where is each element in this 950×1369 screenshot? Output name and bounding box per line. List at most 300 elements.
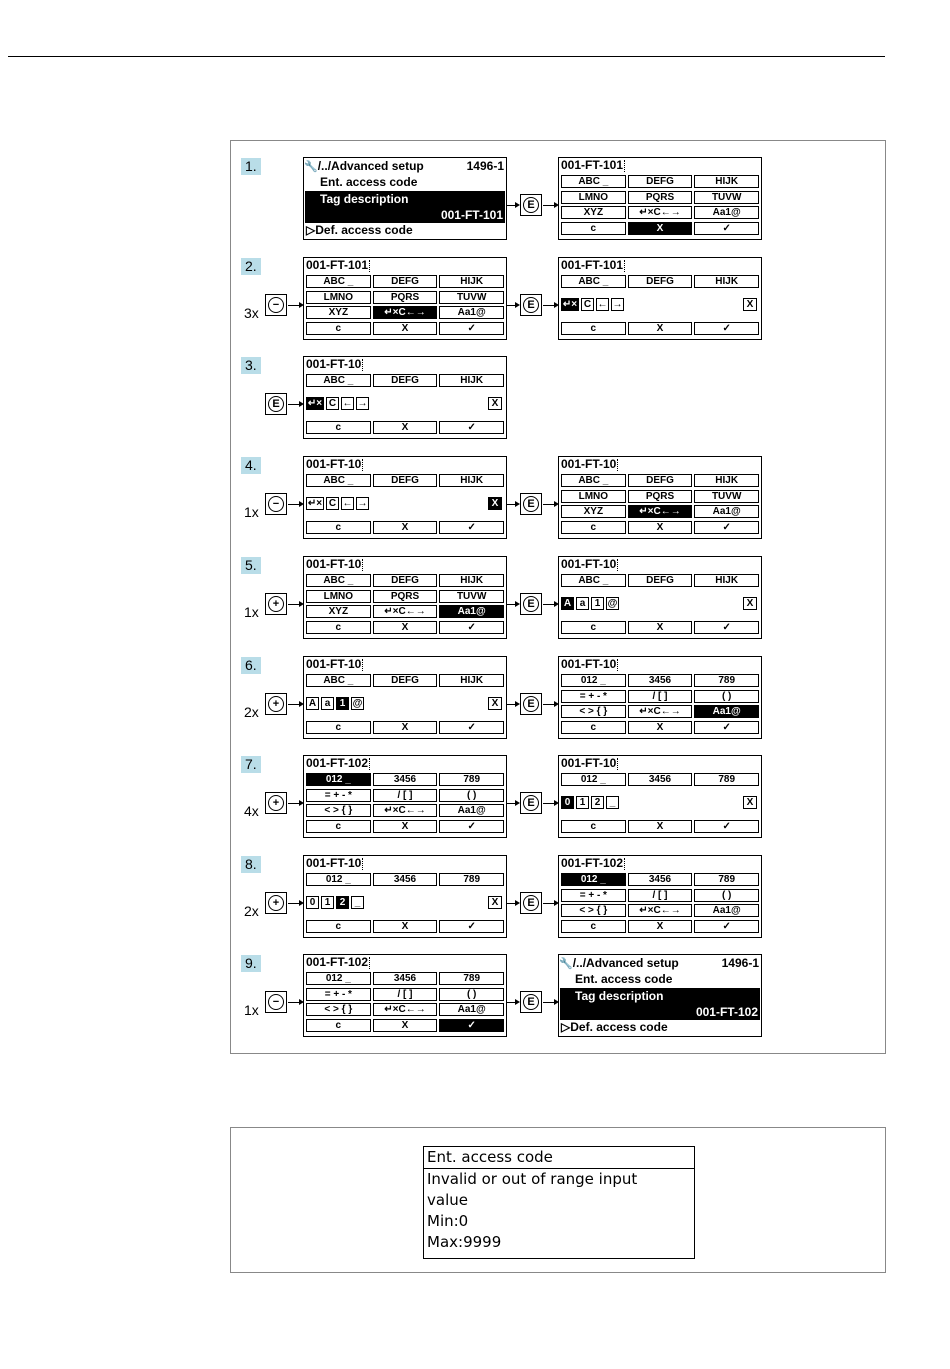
keypad-key[interactable]: HIJK [439, 574, 504, 587]
plus-icon: + [268, 795, 284, 811]
keypad-key[interactable]: ✓ [439, 820, 504, 833]
keypad-key[interactable]: X [628, 222, 693, 235]
keypad-key[interactable]: LMNO [561, 490, 626, 503]
edit-char[interactable]: C [581, 298, 594, 311]
edit-char[interactable]: 0 [306, 896, 319, 909]
keypad-key[interactable]: X [373, 322, 438, 335]
keypad-row [304, 521, 506, 534]
step-number: 2. [241, 258, 261, 275]
keypad-key[interactable]: 3456 [628, 773, 693, 786]
keypad-key[interactable]: Aa1@ [439, 1003, 504, 1016]
keypad-key[interactable]: X [628, 521, 693, 534]
keypad-key[interactable]: TUVW [694, 490, 759, 503]
minus-icon: − [268, 297, 284, 313]
plus-key[interactable] [265, 792, 287, 814]
keypad-key[interactable]: ( ) [439, 789, 504, 802]
keypad-key[interactable]: 3456 [373, 873, 438, 886]
text-cursor [624, 260, 625, 272]
keypad-key[interactable]: = + - * [306, 789, 371, 802]
cancel-box[interactable]: X [488, 697, 502, 710]
keypad-key[interactable]: c [306, 621, 371, 634]
screen-title: 001-FT-10 [561, 557, 617, 571]
menu-item-selected[interactable] [305, 191, 505, 223]
keypad-key[interactable]: X [373, 621, 438, 634]
edit-char[interactable]: @ [607, 598, 618, 609]
text-cursor [362, 359, 363, 371]
keypad-row [304, 306, 506, 319]
edit-char[interactable]: ↵× [307, 398, 323, 409]
menu-item-label: Tag description [575, 989, 664, 1003]
text-cursor [362, 459, 363, 471]
keypad-key[interactable]: ABC _ [306, 474, 371, 487]
keypad-key[interactable]: 789 [694, 674, 759, 687]
keypad-row [559, 820, 761, 833]
keypad-key[interactable]: ✓ [439, 621, 504, 634]
top-rule [8, 56, 885, 57]
keypad-row [304, 773, 506, 786]
enter-key[interactable] [520, 991, 542, 1013]
screen-title: 001-FT-101 [561, 158, 624, 172]
keypad-key[interactable]: ↵×C←→ [373, 306, 438, 319]
menu-item[interactable]: Ent. access code [575, 972, 673, 986]
keypad-key[interactable]: LMNO [306, 291, 371, 304]
keypad-row [304, 590, 506, 603]
keypad-key[interactable]: X [373, 1019, 438, 1032]
keypad-key[interactable]: ABC _ [306, 374, 371, 387]
display-screen [303, 356, 507, 439]
error-message-display [423, 1146, 695, 1259]
keypad-row [559, 721, 761, 734]
edit-char[interactable]: ↵× [307, 498, 323, 509]
plus-icon: + [268, 596, 284, 612]
keypad-key[interactable]: 012 _ [561, 873, 626, 886]
keypad-row [304, 291, 506, 304]
keypad-key[interactable]: c [561, 820, 626, 833]
menu-item[interactable] [559, 1019, 761, 1035]
keypad-key[interactable]: Aa1@ [694, 705, 759, 718]
keypad-key[interactable]: ↵×C←→ [373, 605, 438, 618]
keypad-key[interactable]: ABC _ [306, 574, 371, 587]
keypad-key[interactable]: HIJK [439, 674, 504, 687]
wrench-icon: 🔧 [304, 161, 318, 173]
keypad-key[interactable]: ↵×C←→ [628, 705, 693, 718]
keypad-key[interactable]: DEFG [373, 374, 438, 387]
keypad-key[interactable]: ✓ [439, 421, 504, 434]
keypad-key[interactable]: 789 [439, 873, 504, 886]
minus-key[interactable] [265, 294, 287, 316]
keypad-key[interactable]: LMNO [561, 191, 626, 204]
keypad-key[interactable]: ABC _ [561, 574, 626, 587]
keypad-key[interactable]: 789 [694, 873, 759, 886]
edit-field[interactable] [561, 796, 757, 809]
keypad-key[interactable]: ABC _ [306, 275, 371, 288]
edit-field[interactable] [306, 697, 502, 710]
display-screen [303, 954, 507, 1037]
menu-header [304, 158, 506, 175]
screen-title: 001-FT-10 [306, 357, 362, 371]
keypad-key[interactable]: ↵×C←→ [628, 904, 693, 917]
keypad-key[interactable]: 012 _ [306, 773, 371, 786]
keypad-row [559, 621, 761, 634]
keypad-key[interactable]: c [561, 222, 626, 235]
press-count: 1x [244, 504, 259, 520]
keypad-key[interactable]: ABC _ [561, 474, 626, 487]
menu-item[interactable] [304, 222, 506, 238]
text-cursor [624, 160, 625, 172]
keypad-key[interactable]: Aa1@ [439, 605, 504, 618]
keypad-row [559, 889, 761, 902]
keypad-key[interactable]: X [373, 421, 438, 434]
enter-key[interactable] [265, 393, 287, 415]
keypad-key[interactable]: XYZ [306, 605, 371, 618]
keypad-key[interactable]: c [561, 521, 626, 534]
keypad-key[interactable]: ABC _ [561, 175, 626, 188]
error-line: Max:9999 [427, 1233, 502, 1251]
keypad-key[interactable]: < > { } [306, 1003, 371, 1016]
keypad-key[interactable]: PQRS [373, 590, 438, 603]
keypad-key[interactable]: ↵×C←→ [373, 804, 438, 817]
edit-field[interactable] [306, 397, 502, 410]
display-screen [558, 456, 762, 539]
edit-char[interactable]: A [561, 597, 574, 610]
keypad-key[interactable]: c [306, 421, 371, 434]
keypad-key[interactable]: ABC _ [561, 275, 626, 288]
edit-char[interactable]: @ [352, 698, 363, 709]
keypad-key[interactable]: Aa1@ [694, 505, 759, 518]
keypad-key[interactable]: 012 _ [306, 873, 371, 886]
keypad-key[interactable]: ✓ [694, 721, 759, 734]
enter-key[interactable] [520, 693, 542, 715]
edit-char[interactable]: ← [342, 498, 353, 509]
keypad-key[interactable]: c [561, 721, 626, 734]
keypad-key[interactable]: ↵×C←→ [628, 206, 693, 219]
screen-title: 001-FT-102 [306, 955, 369, 969]
keypad-key[interactable]: DEFG [628, 275, 693, 288]
keypad-key[interactable]: ✓ [694, 621, 759, 634]
text-cursor [617, 459, 618, 471]
edit-field[interactable] [306, 896, 502, 909]
keypad-key[interactable]: HIJK [694, 574, 759, 587]
keypad-key[interactable]: ✓ [439, 521, 504, 534]
keypad-key[interactable]: 012 _ [561, 674, 626, 687]
press-count: 2x [244, 903, 259, 919]
keypad-key[interactable]: ✓ [694, 322, 759, 335]
edit-char[interactable]: 1 [576, 796, 589, 809]
keypad-row [559, 490, 761, 503]
edit-char[interactable]: ← [597, 299, 608, 310]
edit-field[interactable] [561, 298, 757, 311]
error-figure [230, 1127, 886, 1273]
keypad-key[interactable]: c [306, 1019, 371, 1032]
keypad-key[interactable]: 789 [694, 773, 759, 786]
keypad-key[interactable]: 012 _ [306, 972, 371, 985]
keypad-key[interactable]: = + - * [561, 690, 626, 703]
edit-char[interactable]: C [326, 497, 339, 510]
keypad-key[interactable]: ↵×C←→ [373, 1003, 438, 1016]
keypad-key[interactable]: X [628, 920, 693, 933]
keypad-key[interactable]: TUVW [439, 291, 504, 304]
keypad-key[interactable]: X [628, 721, 693, 734]
keypad-key[interactable]: DEFG [628, 474, 693, 487]
keypad-key[interactable]: / [ ] [373, 988, 438, 1001]
keypad-key[interactable]: X [373, 920, 438, 933]
keypad-key[interactable]: Aa1@ [694, 206, 759, 219]
keypad-key[interactable]: ✓ [694, 920, 759, 933]
keypad-key[interactable]: X [628, 322, 693, 335]
keypad-row [559, 191, 761, 204]
keypad-key[interactable]: X [373, 820, 438, 833]
keypad-key[interactable]: ABC _ [306, 674, 371, 687]
keypad-key[interactable]: c [306, 721, 371, 734]
wrench-icon: 🔧 [559, 958, 573, 970]
cancel-box[interactable]: X [743, 796, 757, 809]
text-cursor [369, 260, 370, 272]
keypad-row [304, 873, 506, 886]
display-screen [558, 157, 762, 240]
enter-key[interactable] [520, 294, 542, 316]
keypad-row [304, 574, 506, 587]
pointer-icon: ▷ [561, 1020, 571, 1034]
menu-item-value: 001-FT-102 [695, 1005, 758, 1019]
edit-char[interactable]: → [612, 299, 623, 310]
edit-field[interactable] [561, 597, 757, 610]
keypad-key[interactable]: ↵×C←→ [628, 505, 693, 518]
keypad-key[interactable]: < > { } [306, 804, 371, 817]
cancel-box[interactable]: X [743, 298, 757, 311]
press-count: 1x [244, 604, 259, 620]
keypad-key[interactable]: ( ) [694, 889, 759, 902]
menu-code: 1496-1 [466, 159, 504, 173]
keypad-key[interactable]: X [628, 820, 693, 833]
step-number: 3. [241, 357, 261, 374]
keypad-row [559, 690, 761, 703]
keypad-key[interactable]: ✓ [439, 721, 504, 734]
keypad-key[interactable]: Aa1@ [439, 804, 504, 817]
keypad-key[interactable]: c [561, 621, 626, 634]
keypad-row [304, 421, 506, 434]
keypad-key[interactable]: ✓ [694, 222, 759, 235]
menu-item-label: Def. access code [315, 223, 413, 237]
enter-key[interactable] [520, 792, 542, 814]
enter-key[interactable] [520, 194, 542, 216]
keypad-key[interactable]: c [306, 820, 371, 833]
text-cursor [617, 559, 618, 571]
enter-key[interactable] [520, 593, 542, 615]
menu-item[interactable]: Ent. access code [320, 175, 418, 189]
edit-char[interactable]: 1 [321, 896, 334, 909]
keypad-row [559, 275, 761, 288]
keypad-row [304, 820, 506, 833]
plus-key[interactable] [265, 593, 287, 615]
keypad-row [304, 972, 506, 985]
keypad-key[interactable]: LMNO [306, 590, 371, 603]
edit-char[interactable]: 2 [591, 796, 604, 809]
display-screen [303, 556, 507, 639]
edit-char[interactable]: _ [606, 796, 619, 809]
keypad-key[interactable]: DEFG [373, 474, 438, 487]
keypad-key[interactable]: 3456 [628, 674, 693, 687]
keypad-key[interactable]: TUVW [439, 590, 504, 603]
plus-icon: + [268, 696, 284, 712]
edit-char[interactable]: ↵× [562, 299, 578, 310]
menu-path: /../Advanced setup [572, 956, 679, 970]
enter-key-icon: E [523, 596, 539, 612]
edit-char[interactable]: A [306, 697, 319, 710]
keypad-row [304, 621, 506, 634]
edit-char[interactable]: ← [342, 398, 353, 409]
keypad-key[interactable]: 789 [439, 773, 504, 786]
display-screen [303, 656, 507, 739]
keypad-row [304, 474, 506, 487]
press-count: 1x [244, 1002, 259, 1018]
pointer-icon: ▷ [306, 223, 316, 237]
display-screen [558, 656, 762, 739]
keypad-key[interactable]: c [561, 322, 626, 335]
keypad-key[interactable]: 3456 [373, 773, 438, 786]
keypad-key[interactable]: HIJK [694, 474, 759, 487]
screen-title: 001-FT-10 [306, 657, 362, 671]
display-screen [303, 755, 507, 838]
minus-icon: − [268, 496, 284, 512]
menu-item-selected[interactable] [560, 988, 760, 1020]
edit-char[interactable]: a [576, 597, 589, 610]
keypad-key[interactable]: X [373, 721, 438, 734]
keypad-key[interactable]: c [306, 920, 371, 933]
text-cursor [617, 659, 618, 671]
cancel-box[interactable]: X [743, 597, 757, 610]
keypad-key[interactable]: < > { } [561, 705, 626, 718]
keypad-key[interactable]: ( ) [439, 988, 504, 1001]
keypad-key[interactable]: TUVW [694, 191, 759, 204]
edit-char[interactable]: a [321, 697, 334, 710]
keypad-key[interactable]: < > { } [561, 904, 626, 917]
keypad-key[interactable]: DEFG [373, 674, 438, 687]
keypad-row [559, 206, 761, 219]
keypad-row [304, 1003, 506, 1016]
keypad-key[interactable]: / [ ] [373, 789, 438, 802]
menu-path: /../Advanced setup [317, 159, 424, 173]
keypad-key[interactable]: Aa1@ [439, 306, 504, 319]
keypad-key[interactable]: DEFG [628, 574, 693, 587]
step-number: 4. [241, 457, 261, 474]
edit-char[interactable]: → [357, 398, 368, 409]
edit-char[interactable]: _ [351, 896, 364, 909]
edit-char[interactable]: 1 [591, 597, 604, 610]
edit-char[interactable]: 1 [336, 697, 349, 710]
keypad-key[interactable]: Aa1@ [694, 904, 759, 917]
text-cursor [624, 858, 625, 870]
enter-key-icon: E [523, 496, 539, 512]
display-screen [558, 755, 762, 838]
keypad-key[interactable]: DEFG [373, 574, 438, 587]
screen-title: 001-FT-10 [306, 557, 362, 571]
minus-key[interactable] [265, 493, 287, 515]
edit-char[interactable]: 2 [336, 896, 349, 909]
keypad-key[interactable]: PQRS [628, 490, 693, 503]
keypad-key[interactable]: 789 [439, 972, 504, 985]
step-number: 1. [241, 158, 261, 175]
minus-key[interactable] [265, 991, 287, 1013]
display-screen [558, 257, 762, 340]
edit-field[interactable] [306, 497, 502, 510]
keypad-key[interactable]: ✓ [439, 322, 504, 335]
enter-key-icon: E [523, 297, 539, 313]
keypad-row [559, 521, 761, 534]
plus-key[interactable] [265, 693, 287, 715]
edit-char[interactable]: → [357, 498, 368, 509]
error-line: Invalid or out of range input [427, 1170, 638, 1188]
enter-key[interactable] [520, 892, 542, 914]
keypad-key[interactable]: ✓ [439, 1019, 504, 1032]
keypad-key[interactable]: c [306, 322, 371, 335]
keypad-key[interactable]: DEFG [373, 275, 438, 288]
keypad-key[interactable]: = + - * [561, 889, 626, 902]
keypad-key[interactable]: c [561, 920, 626, 933]
cancel-box[interactable]: X [488, 896, 502, 909]
screen-title: 001-FT-101 [306, 258, 369, 272]
display-screen [303, 855, 507, 938]
keypad-key[interactable]: DEFG [628, 175, 693, 188]
keypad-key[interactable]: 3456 [373, 972, 438, 985]
keypad-key[interactable]: X [373, 521, 438, 534]
keypad-key[interactable]: HIJK [439, 374, 504, 387]
keypad-key[interactable]: X [628, 621, 693, 634]
press-count: 4x [244, 803, 259, 819]
keypad-key[interactable]: ✓ [439, 920, 504, 933]
keypad-key[interactable]: = + - * [306, 988, 371, 1001]
edit-char[interactable]: 0 [561, 796, 574, 809]
keypad-key[interactable]: XYZ [561, 206, 626, 219]
keypad-key[interactable]: 012 _ [561, 773, 626, 786]
keypad-key[interactable]: / [ ] [628, 889, 693, 902]
text-cursor [362, 559, 363, 571]
keypad-key[interactable]: HIJK [694, 175, 759, 188]
display-screen [558, 556, 762, 639]
keypad-row [304, 721, 506, 734]
keypad-key[interactable]: / [ ] [628, 690, 693, 703]
keypad-row [559, 773, 761, 786]
cancel-box[interactable]: X [488, 497, 502, 510]
step-number: 6. [241, 657, 261, 674]
text-cursor [369, 957, 370, 969]
keypad-key[interactable]: PQRS [628, 191, 693, 204]
step-number: 8. [241, 856, 261, 873]
keypad-key[interactable]: XYZ [306, 306, 371, 319]
enter-key[interactable] [520, 493, 542, 515]
keypad-key[interactable]: XYZ [561, 505, 626, 518]
keypad-key[interactable]: PQRS [373, 291, 438, 304]
keypad-key[interactable]: ✓ [694, 521, 759, 534]
cancel-box[interactable]: X [488, 397, 502, 410]
edit-char[interactable]: C [326, 397, 339, 410]
keypad-row [304, 988, 506, 1001]
keypad-row [559, 574, 761, 587]
plus-key[interactable] [265, 892, 287, 914]
keypad-row [559, 474, 761, 487]
keypad-key[interactable]: ( ) [694, 690, 759, 703]
screen-title: 001-FT-10 [306, 856, 362, 870]
minus-icon: − [268, 994, 284, 1010]
keypad-key[interactable]: ✓ [694, 820, 759, 833]
keypad-key[interactable]: c [306, 521, 371, 534]
keypad-key[interactable]: 3456 [628, 873, 693, 886]
keypad-key[interactable]: HIJK [439, 474, 504, 487]
keypad-key[interactable]: HIJK [439, 275, 504, 288]
keypad-row [304, 1019, 506, 1032]
keypad-key[interactable]: HIJK [694, 275, 759, 288]
screen-title: 001-FT-102 [561, 856, 624, 870]
keypad-row [559, 674, 761, 687]
